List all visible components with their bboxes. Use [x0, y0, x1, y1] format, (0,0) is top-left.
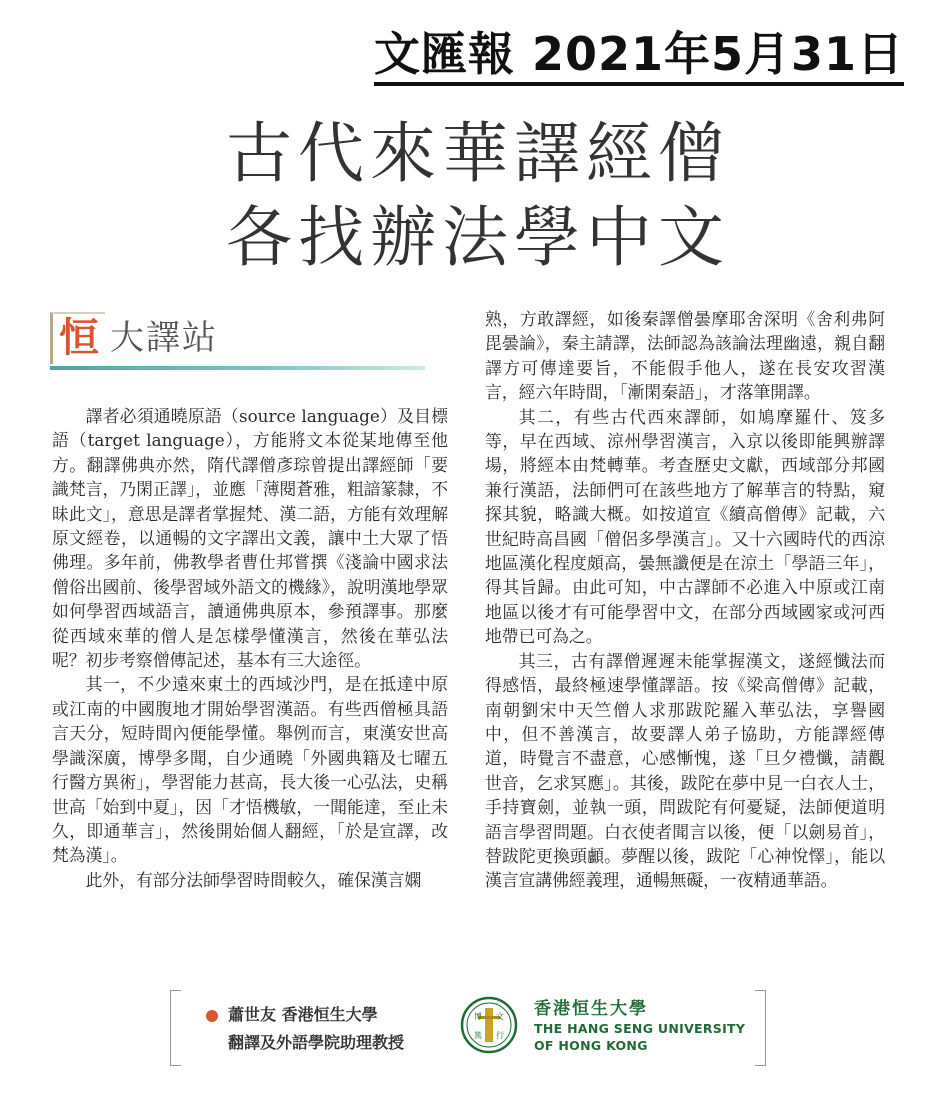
column-name: 大譯站: [110, 318, 218, 358]
seal-char: 行: [496, 1031, 504, 1040]
article-column-right: [485, 307, 885, 893]
seal-char: 博: [474, 1012, 482, 1021]
paragraph: 其二，有些古代西來譯師，如鳩摩羅什、笈多等，早在西域、涼州學習漢言，入京以後即能興辦譯場，將經本由梵轉華。考查歷史文獻，西域部分邦國兼行漢語，法師們可在該些地方了解華言的特點，窺探其貌，略識大概。如按道宣《續高僧傳》記載，六世紀時高昌國「僧侶多學漢言」。又十六國時代的西涼地區漢化程度頗高，曇無讖便是在涼土「學語三年」，得其旨歸。由此可知，中古譯師不必進入中原或江南地區以後才有可能學習中文，在部分西域國家或河西地帶已可為之。: [485, 406, 885, 647]
left-bracket: [170, 990, 181, 1066]
paragraph: 此外，有部分法師學習時間較久，確保漢言嫻: [85, 869, 422, 890]
university-name-en-line1: THE HANG SENG UNIVERSITY: [534, 1021, 746, 1036]
paragraph: 譯者必須通曉原語（source language）及目標語（target language），方能將文本從某地傳至他方。翻譯佛典亦然，隋代譯僧彥琮曾提出譯經師「要識梵言，乃閑正譯」，並應「薄閱蒼雅，粗諳篆隸，不昧此文」，意思是譯者掌握梵、漢二語，方能有效理解原文經卷，以通暢的文字譯出文義，讓中土大眾了悟佛理。多年前，佛教學者曹仕邦嘗撰《淺論中國求法僧俗出國前、後學習域外語文的機緣》，說明漢地學眾如何學習西域語言，讀通佛典原本，參預譯事。那麼從西域來華的僧人是怎樣學懂漢言，然後在華弘法呢？初步考察僧傳記述，基本有三大途徑。: [52, 406, 448, 671]
headline-line-2: 各找辦法學中文: [226, 199, 730, 276]
university-logo: [534, 998, 745, 1054]
author-name: 蕭世友 香港恒生大學: [228, 1005, 378, 1024]
paragraph: 熟，方敢譯經，如後秦譯僧曇摩耶舍深明《舍利弗阿毘曇論》，秦主請譯，法師認為該論法理幽遠，親自翻譯方可傳達要旨，不能假手他人，遂在長安攻習漢言，經六年時間，「漸閑秦語」，才落筆開譯。: [485, 309, 885, 403]
seal-char: 篤: [474, 1031, 482, 1040]
bullet-dot-icon: [206, 1010, 218, 1022]
column-divider: [50, 366, 425, 370]
university-name-en-line2: OF HONG KONG: [534, 1038, 648, 1053]
headline: [226, 112, 730, 280]
masthead-date: 文匯報 2021年5月31日: [374, 26, 904, 86]
paragraph: 其三，古有譯僧遲遲未能掌握漢文，遂經懺法而得感悟，最終極速學懂譯語。按《梁高僧傳》記載，南朝劉宋中天竺僧人求那跋陀羅入華弘法，享譽國中，但不善漢言，故要譯人弟子協助，方能譯經傳道，時覺言不盡意，心感慚愧，遂「旦夕禮懺，請觀世音，乞求冥應」。其後，跋陀在夢中見一白衣人士，手持寶劍，並執一頭，問跋陀有何憂疑，法師便道明語言學習問題。白衣使者聞言以後，便「以劍易首」，替跋陀更換頭顱。夢醒以後，跋陀「心神悅懌」，能以漢言宣講佛經義理，通暢無礙，一夜精通華語。: [485, 650, 885, 891]
headline-line-1: 古代來華譯經僧: [226, 115, 730, 192]
article-column-left: [52, 404, 448, 892]
right-bracket: [755, 990, 766, 1066]
author-box: [170, 990, 766, 1066]
column-brand: [50, 310, 425, 372]
paragraph: 其一，不少遠來東土的西域沙門，是在抵達中原或江南的中國腹地才開始學習漢語。有些西僧極具語言天分，短時間內便能學懂。舉例而言，東漢安世高學識深廣，博學多聞，自少通曉「外國典籍及七曜五行醫方異術」，學習能力甚高，長大後一心弘法，史稱世高「始到中夏」，因「才悟機敏，一聞能達，至止未久，即通華言」，然後開始個人翻經，「於是宣譯，改梵為漢」。: [52, 674, 448, 866]
column-logo-char: 恒: [59, 315, 99, 361]
university-name-zh: 香港恒生大學: [534, 999, 648, 1019]
column-logo-mark: [50, 312, 105, 364]
author-title: 翻譯及外語學院助理教授: [228, 1033, 405, 1052]
university-seal-icon: [460, 996, 518, 1054]
seal-char: 文: [496, 1012, 504, 1021]
